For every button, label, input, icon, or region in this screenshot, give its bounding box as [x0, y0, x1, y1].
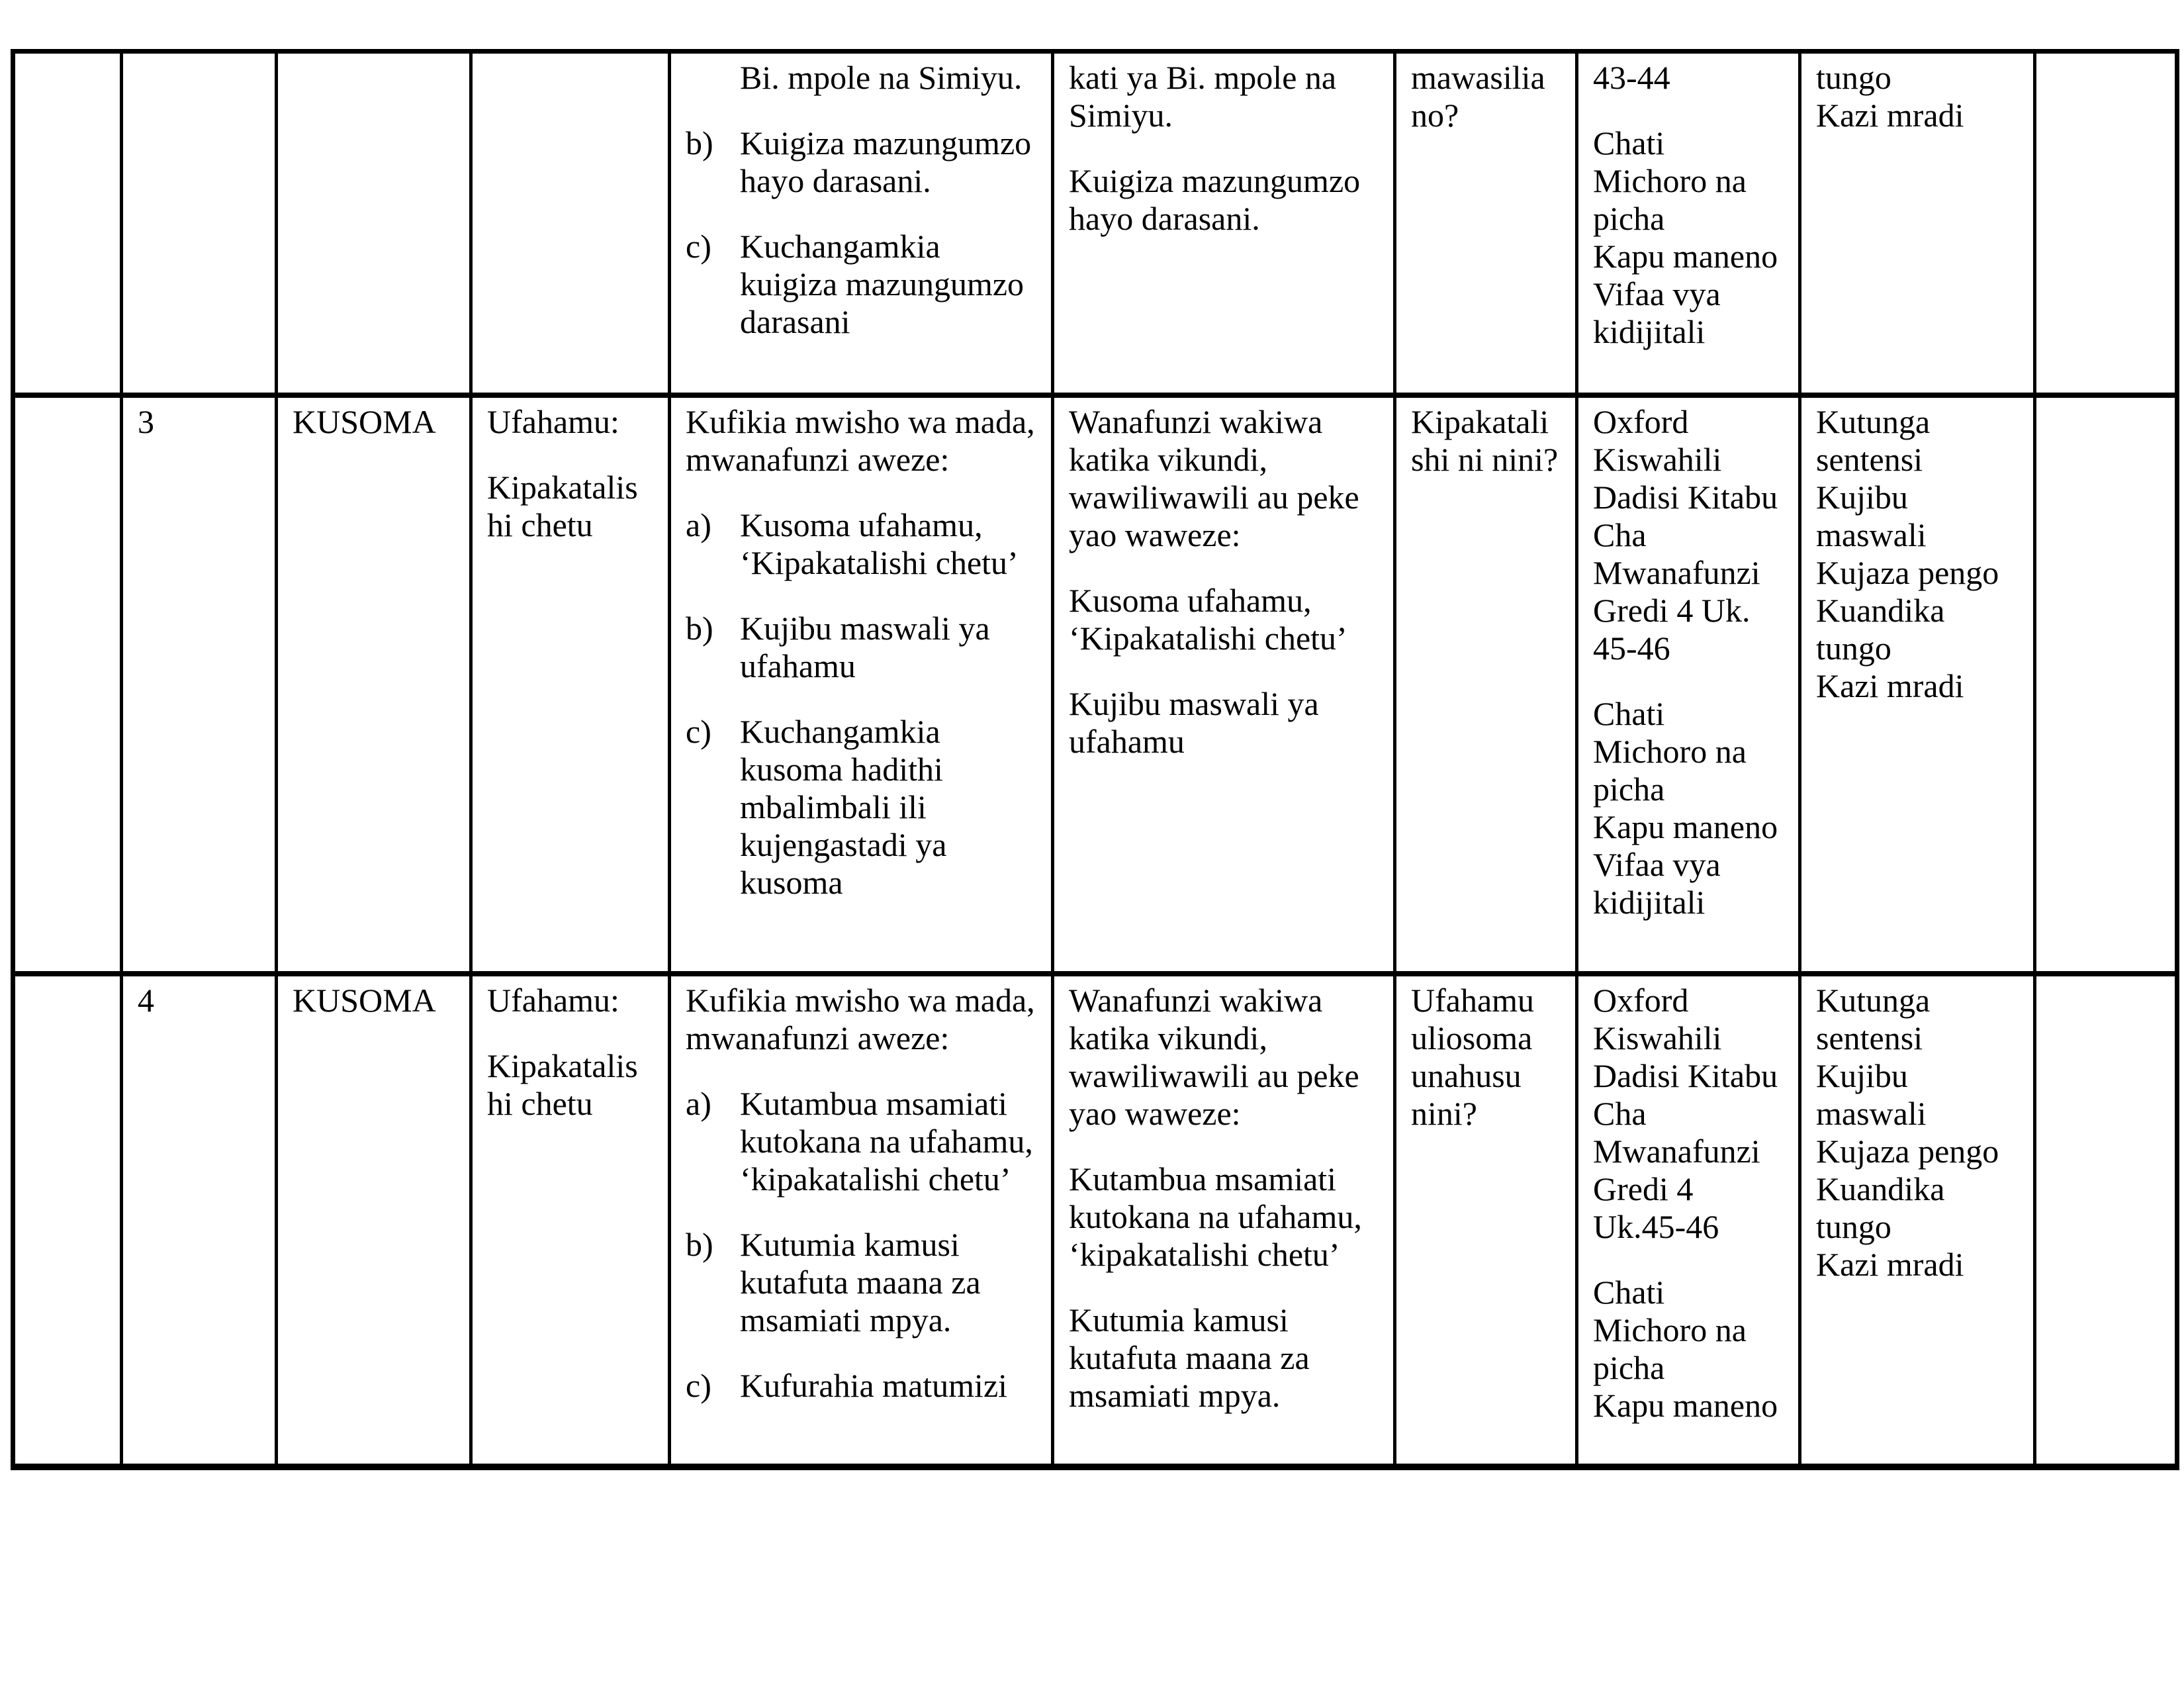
assessment-item: Kuandika tungo	[1816, 1170, 1945, 1245]
list-marker	[686, 59, 740, 97]
outcome-item	[686, 228, 1036, 341]
experience-paragraph: Kutumia kamusi kutafuta maana za msamiati mpya.	[1069, 1301, 1310, 1414]
cell-inquiry	[1395, 974, 1577, 1467]
table-row	[13, 974, 2177, 1467]
outcome-item	[686, 610, 1036, 685]
cell-experiences	[1053, 974, 1395, 1467]
outcomes-intro: Kufikia mwisho wa mada, mwanafunzi aweze:	[686, 982, 1035, 1056]
resource-main: Oxford Kiswahili Dadisi Kitabu Cha Mwanafunzi Gredi 4 Uk.45-46	[1593, 982, 1778, 1245]
cell-lesson-number	[122, 52, 277, 396]
experience-paragraph: Wanafunzi wakiwa katika vikundi, wawiliwawili au peke yao waweze:	[1069, 982, 1359, 1132]
resource-material: Michoro na picha	[1593, 162, 1747, 237]
cell-resources	[1577, 52, 1800, 396]
assessment-item: Kujaza pengo	[1816, 554, 1999, 591]
cell-experiences	[1053, 52, 1395, 396]
experience-paragraph: Kujibu maswali ya ufahamu	[1069, 685, 1319, 760]
assessment-item: Kuandika tungo	[1816, 592, 1945, 667]
assessment-item: Kazi mradi	[1816, 667, 1964, 704]
cell-remarks	[2035, 395, 2177, 974]
outcome-text: Kusoma ufahamu, ‘Kipakatalishi chetu’	[740, 506, 1019, 581]
resource-material: Kapu maneno	[1593, 1387, 1778, 1424]
experience-paragraph: Wanafunzi wakiwa katika vikundi, wawiliwawili au peke yao waweze:	[1069, 403, 1359, 553]
resource-main: 43-44	[1593, 59, 1670, 96]
sub-strand-line: Kipakatalishi chetu	[487, 469, 638, 543]
list-marker: c)	[686, 1367, 711, 1404]
cell-sub-strand	[471, 974, 670, 1467]
inquiry-question: Kipakatalishi ni nini?	[1411, 403, 1559, 478]
outcome-item	[686, 124, 1036, 200]
list-marker: a)	[686, 1085, 711, 1122]
lesson-number: 3	[138, 403, 154, 440]
cell-resources	[1577, 395, 1800, 974]
assessment-item: Kujibu maswali	[1816, 1057, 1927, 1132]
resource-material: Vifaa vya kidijitali	[1593, 846, 1721, 921]
resource-material: Kapu maneno	[1593, 808, 1778, 845]
cell-strand	[277, 974, 471, 1467]
list-marker: b)	[686, 610, 713, 647]
outcome-item	[686, 506, 1036, 582]
table-row	[13, 395, 2177, 974]
assessment-item: Kazi mradi	[1816, 97, 1964, 134]
assessment-item: Kazi mradi	[1816, 1246, 1964, 1283]
cell-outcomes	[670, 395, 1053, 974]
cell-remarks	[2035, 52, 2177, 396]
cell-outcomes	[670, 52, 1053, 396]
cell-inquiry	[1395, 395, 1577, 974]
cell-lesson-number	[122, 395, 277, 974]
outcome-text: Bi. mpole na Simiyu.	[740, 59, 1023, 96]
assessment-item: Kutunga sentensi	[1816, 982, 1931, 1056]
cell-remarks	[2035, 974, 2177, 1467]
list-marker: b)	[686, 124, 713, 162]
outcome-item	[686, 1226, 1036, 1339]
experience-paragraph: Kusoma ufahamu, ‘Kipakatalishi chetu’	[1069, 582, 1347, 657]
cell-experiences	[1053, 395, 1395, 974]
experience-paragraph: Kutambua msamiati kutokana na ufahamu, ‘kipakatalishi chetu’	[1069, 1160, 1362, 1273]
cell-sub-strand	[471, 395, 670, 974]
cell-strand	[277, 52, 471, 396]
assessment-item: Kutunga sentensi	[1816, 403, 1931, 478]
strand-label: KUSOMA	[293, 403, 436, 440]
cell-week	[13, 974, 122, 1467]
cell-resources	[1577, 974, 1800, 1467]
outcome-text: Kuigiza mazungumzo hayo darasani.	[740, 124, 1032, 199]
resource-material: Vifaa vya kidijitali	[1593, 275, 1721, 350]
list-marker: a)	[686, 506, 711, 543]
resource-material: Michoro na picha	[1593, 1311, 1747, 1386]
cell-sub-strand	[471, 52, 670, 396]
resource-main: Oxford Kiswahili Dadisi Kitabu Cha Mwanafunzi Gredi 4 Uk. 45-46	[1593, 403, 1778, 667]
outcome-text: Kujibu maswali ya ufahamu	[740, 610, 990, 684]
outcome-text: Kutumia kamusi kutafuta maana za msamiati mpya.	[740, 1226, 981, 1338]
outcome-item	[686, 1085, 1036, 1198]
resource-material: Chati	[1593, 124, 1665, 162]
sub-strand-line: Kipakatalishi chetu	[487, 1047, 638, 1122]
outcome-item	[686, 713, 1036, 902]
cell-assessment	[1800, 974, 2035, 1467]
outcome-item	[686, 1367, 1036, 1405]
resource-material: Chati	[1593, 695, 1665, 732]
list-marker: c)	[686, 713, 711, 750]
cell-outcomes	[670, 974, 1053, 1467]
list-marker: c)	[686, 228, 711, 265]
outcomes-intro: Kufikia mwisho wa mada, mwanafunzi aweze:	[686, 403, 1035, 478]
cell-assessment	[1800, 395, 2035, 974]
strand-label: KUSOMA	[293, 982, 436, 1019]
experience-paragraph: Kuigiza mazungumzo hayo darasani.	[1069, 162, 1361, 237]
outcome-text: Kuchangamkia kusoma hadithi mbalimbali ili kujengastadi ya kusoma	[740, 713, 947, 901]
outcome-text: Kuchangamkia kuigiza mazungumzo darasani	[740, 228, 1024, 340]
list-marker: b)	[686, 1226, 713, 1263]
cell-week	[13, 395, 122, 974]
assessment-item: tungo	[1816, 59, 1891, 96]
inquiry-question: mawasiliano?	[1411, 59, 1545, 134]
assessment-item: Kujibu maswali	[1816, 479, 1927, 553]
sub-strand-line: Ufahamu:	[487, 403, 619, 440]
lesson-number: 4	[138, 982, 154, 1019]
cell-lesson-number	[122, 974, 277, 1467]
outcome-text: Kutambua msamiati kutokana na ufahamu, ‘kipakatalishi chetu’	[740, 1085, 1033, 1197]
cell-inquiry	[1395, 52, 1577, 396]
cell-assessment	[1800, 52, 2035, 396]
experience-paragraph: kati ya Bi. mpole na Simiyu.	[1069, 59, 1337, 134]
outcome-text: Kufurahia matumizi	[740, 1367, 1008, 1404]
cell-week	[13, 52, 122, 396]
resource-material: Michoro na picha	[1593, 733, 1747, 808]
assessment-item: Kujaza pengo	[1816, 1133, 1999, 1170]
outcome-item	[686, 59, 1036, 97]
sub-strand-line: Ufahamu:	[487, 982, 619, 1019]
resource-material: Chati	[1593, 1274, 1665, 1311]
resource-material: Kapu maneno	[1593, 238, 1778, 275]
table-row	[13, 52, 2177, 396]
inquiry-question: Ufahamu uliosoma unahusu nini?	[1411, 982, 1535, 1132]
cell-strand	[277, 395, 471, 974]
scheme-of-work-table	[11, 49, 2179, 1470]
